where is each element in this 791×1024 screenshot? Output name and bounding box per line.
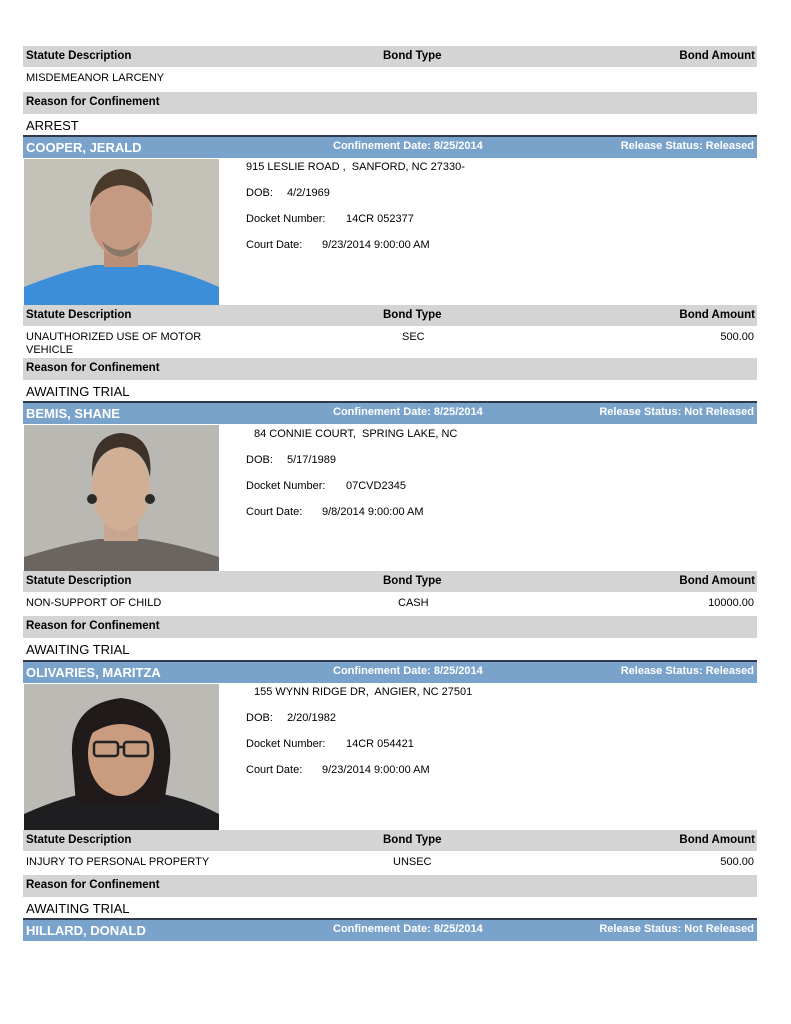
statute-description-label: Statute Description <box>26 309 132 321</box>
inmate-address: 84 CONNIE COURT, SPRING LAKE, NC <box>254 428 458 440</box>
statute-description-label: Statute Description <box>26 834 132 846</box>
court-date-label: Court Date: <box>246 239 303 251</box>
docket-label: Docket Number: <box>246 480 326 492</box>
reason-label: Reason for Confinement <box>26 96 160 108</box>
reason-label: Reason for Confinement <box>26 879 160 891</box>
release-status: Release Status: Released <box>620 140 754 152</box>
bond-type-value: SEC <box>402 331 425 343</box>
bond-amount-label: Bond Amount <box>679 834 755 846</box>
inmate-address: 915 LESLIE ROAD , SANFORD, NC 27330- <box>246 161 465 173</box>
docket-value: 14CR 054421 <box>346 738 414 750</box>
bond-amount-value: 10000.00 <box>708 597 754 609</box>
inmate-name: BEMIS, SHANE <box>26 406 120 421</box>
reason-label: Reason for Confinement <box>26 362 160 374</box>
reason-label: Reason for Confinement <box>26 620 160 632</box>
inmate-name-bar <box>23 403 757 424</box>
bond-amount-label: Bond Amount <box>679 309 755 321</box>
confinement-date: Confinement Date: 8/25/2014 <box>333 923 483 935</box>
reason-value: AWAITING TRIAL <box>26 642 130 657</box>
bond-type-label: Bond Type <box>383 575 442 587</box>
dob-value: 2/20/1982 <box>287 712 336 724</box>
bond-amount-value: 500.00 <box>720 856 754 868</box>
docket-value: 14CR 052377 <box>346 213 414 225</box>
reason-value: AWAITING TRIAL <box>26 384 130 399</box>
inmate-name: OLIVARIES, MARITZA <box>26 665 161 680</box>
inmate-name-bar <box>23 137 757 158</box>
statute-value: NON-SUPPORT OF CHILD <box>26 597 162 609</box>
statute-value: INJURY TO PERSONAL PROPERTY <box>26 856 210 868</box>
inmate-name-bar <box>23 920 757 941</box>
court-date-label: Court Date: <box>246 506 303 518</box>
reason-value: AWAITING TRIAL <box>26 901 130 916</box>
statute-description-label: Statute Description <box>26 575 132 587</box>
confinement-date: Confinement Date: 8/25/2014 <box>333 406 483 418</box>
dob-label: DOB: <box>246 454 273 466</box>
release-status: Release Status: Not Released <box>599 923 754 935</box>
inmate-photo <box>24 684 219 830</box>
court-date-label: Court Date: <box>246 764 303 776</box>
bond-amount-value: 500.00 <box>720 331 754 343</box>
bond-amount-label: Bond Amount <box>679 50 755 62</box>
docket-label: Docket Number: <box>246 213 326 225</box>
statute-value: UNAUTHORIZED USE OF MOTOR VEHICLE <box>26 331 202 356</box>
court-date-value: 9/23/2014 9:00:00 AM <box>322 239 430 251</box>
bond-type-label: Bond Type <box>383 834 442 846</box>
reason-value: ARREST <box>26 118 79 133</box>
release-status: Release Status: Released <box>620 665 754 677</box>
inmate-name: HILLARD, DONALD <box>26 923 146 938</box>
court-date-value: 9/8/2014 9:00:00 AM <box>322 506 424 518</box>
confinement-date: Confinement Date: 8/25/2014 <box>333 665 483 677</box>
statute-description-label: Statute Description <box>26 50 132 62</box>
bond-type-value: UNSEC <box>393 856 432 868</box>
release-status: Release Status: Not Released <box>599 406 754 418</box>
bond-amount-label: Bond Amount <box>679 575 755 587</box>
inmate-photo <box>24 425 219 571</box>
docket-label: Docket Number: <box>246 738 326 750</box>
dob-label: DOB: <box>246 187 273 199</box>
dob-label: DOB: <box>246 712 273 724</box>
bond-type-label: Bond Type <box>383 50 442 62</box>
inmate-photo <box>24 159 219 305</box>
statute-value: MISDEMEANOR LARCENY <box>26 72 165 84</box>
inmate-name-bar <box>23 662 757 683</box>
inmate-name: COOPER, JERALD <box>26 140 142 155</box>
dob-value: 4/2/1969 <box>287 187 330 199</box>
dob-value: 5/17/1989 <box>287 454 336 466</box>
confinement-date: Confinement Date: 8/25/2014 <box>333 140 483 152</box>
inmate-address: 155 WYNN RIDGE DR, ANGIER, NC 27501 <box>254 686 473 698</box>
bond-type-value: CASH <box>398 597 429 609</box>
docket-value: 07CVD2345 <box>346 480 406 492</box>
court-date-value: 9/23/2014 9:00:00 AM <box>322 764 430 776</box>
bond-type-label: Bond Type <box>383 309 442 321</box>
